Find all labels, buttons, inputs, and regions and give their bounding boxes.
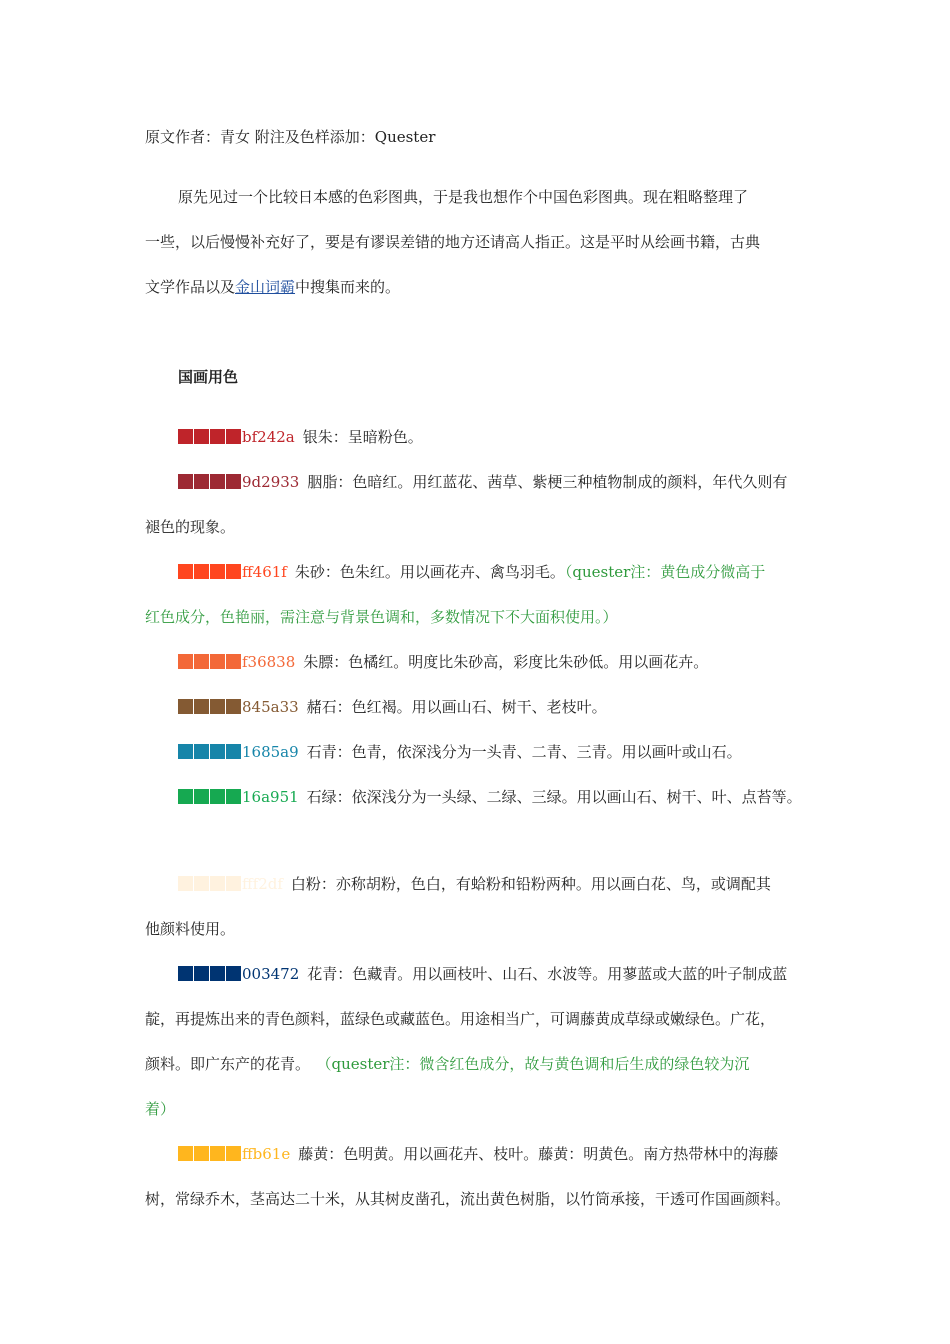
hex-code: f36838 <box>242 653 296 671</box>
color-swatch <box>178 563 242 581</box>
hex-code: 9d2933 <box>242 473 300 491</box>
color-swatch <box>178 743 242 761</box>
color-entry-tenghuang <box>178 1144 778 1164</box>
quester-note-cont: 红色成分，色艳丽，需注意与背景色调和，多数情况下不大面积使用。） <box>145 608 618 626</box>
color-entry-yinzhu <box>178 427 423 447</box>
hex-code: fff2df <box>242 875 283 893</box>
color-entry-zhusha <box>178 562 765 582</box>
quester-note: （quester注：微含红色成分，故与黄色调和后生成的绿色较为沉 <box>324 1055 750 1073</box>
color-entry-shilv <box>178 787 802 807</box>
color-entry-zhubiao <box>178 652 708 672</box>
color-desc-cont: 靛，再提炼出来的青色颜料，蓝绿色或藏蓝色。用途相当广，可调藤黄成草绿或嫩绿色。广花， <box>145 1010 776 1028</box>
color-swatch <box>178 875 242 893</box>
color-desc: 石青：色青，依深浅分为一头青、二青、三青。用以画叶或山石。 <box>306 743 742 761</box>
hex-code: 16a951 <box>242 788 299 806</box>
color-desc: 胭脂：色暗红。用红蓝花、茜草、紫梗三种植物制成的颜料，年代久则有 <box>307 473 788 491</box>
quester-note: （quester注：黄色成分微高于 <box>564 563 766 581</box>
color-entry-yanzhi <box>178 472 787 492</box>
color-entry-shiqing <box>178 742 742 762</box>
color-desc: 石绿：依深浅分为一头绿、二绿、三绿。用以画山石、树干、叶、点苔等。 <box>306 788 802 806</box>
attribution-line: 原文作者：青女 附注及色样添加：Quester <box>145 128 436 146</box>
hex-code: 003472 <box>242 965 300 983</box>
color-swatch <box>178 698 242 716</box>
color-entry-zheshi <box>178 697 607 717</box>
color-desc: 藤黄：色明黄。用以画花卉、枝叶。藤黄：明黄色。南方热带林中的海藤 <box>298 1145 779 1163</box>
intro-line-2: 一些，以后慢慢补充好了，要是有谬误差错的地方还请高人指正。这是平时从绘画书籍，古典 <box>145 233 761 251</box>
hex-code: ff461f <box>242 563 287 581</box>
color-swatch <box>178 788 242 806</box>
color-entry-huaqing <box>178 964 787 984</box>
intro-line-1: 原先见过一个比较日本感的色彩图典，于是我也想作个中国色彩图典。现在粗略整理了 <box>178 188 749 206</box>
color-desc-cont: 他颜料使用。 <box>145 920 236 938</box>
color-swatch <box>178 428 242 446</box>
color-swatch <box>178 1145 242 1163</box>
color-desc: 朱砂：色朱红。用以画花卉、禽鸟羽毛。 <box>294 563 565 581</box>
color-desc-cont: 褪色的现象。 <box>145 518 236 536</box>
color-swatch <box>178 473 242 491</box>
hex-code: bf242a <box>242 428 295 446</box>
color-desc: 白粉：亦称胡粉，色白，有蛤粉和铅粉两种。用以画白花、鸟，或调配其 <box>290 875 771 893</box>
intro-line-3-pre: 文学作品以及 <box>145 278 236 296</box>
jinshan-link[interactable]: 金山词霸 <box>235 278 296 296</box>
color-swatch <box>178 965 242 983</box>
intro-line-3 <box>145 277 400 297</box>
intro-line-3-post: 中搜集而来的。 <box>295 278 401 296</box>
color-desc: 朱膘：色橘红。明度比朱砂高，彩度比朱砂低。用以画花卉。 <box>303 653 709 671</box>
color-desc-cont-2 <box>145 1054 749 1074</box>
section-title: 国画用色 <box>178 368 239 386</box>
color-desc: 赭石：色红褐。用以画山石、树干、老枝叶。 <box>306 698 607 716</box>
color-desc-cont: 树，常绿乔木，茎高达二十米，从其树皮凿孔，流出黄色树脂，以竹筒承接，干透可作国画颜料。 <box>145 1190 791 1208</box>
color-desc-cont2: 颜料。即广东产的花青。 <box>145 1055 311 1073</box>
quester-note-cont: 着） <box>145 1100 176 1118</box>
color-desc: 银朱：呈暗粉色。 <box>302 428 423 446</box>
color-desc: 花青：色藏青。用以画枝叶、山石、水波等。用蓼蓝或大蓝的叶子制成蓝 <box>307 965 788 983</box>
hex-code: 1685a9 <box>242 743 299 761</box>
hex-code: ffb61e <box>242 1145 291 1163</box>
color-entry-baifen <box>178 874 771 894</box>
color-swatch <box>178 653 242 671</box>
hex-code: 845a33 <box>242 698 299 716</box>
